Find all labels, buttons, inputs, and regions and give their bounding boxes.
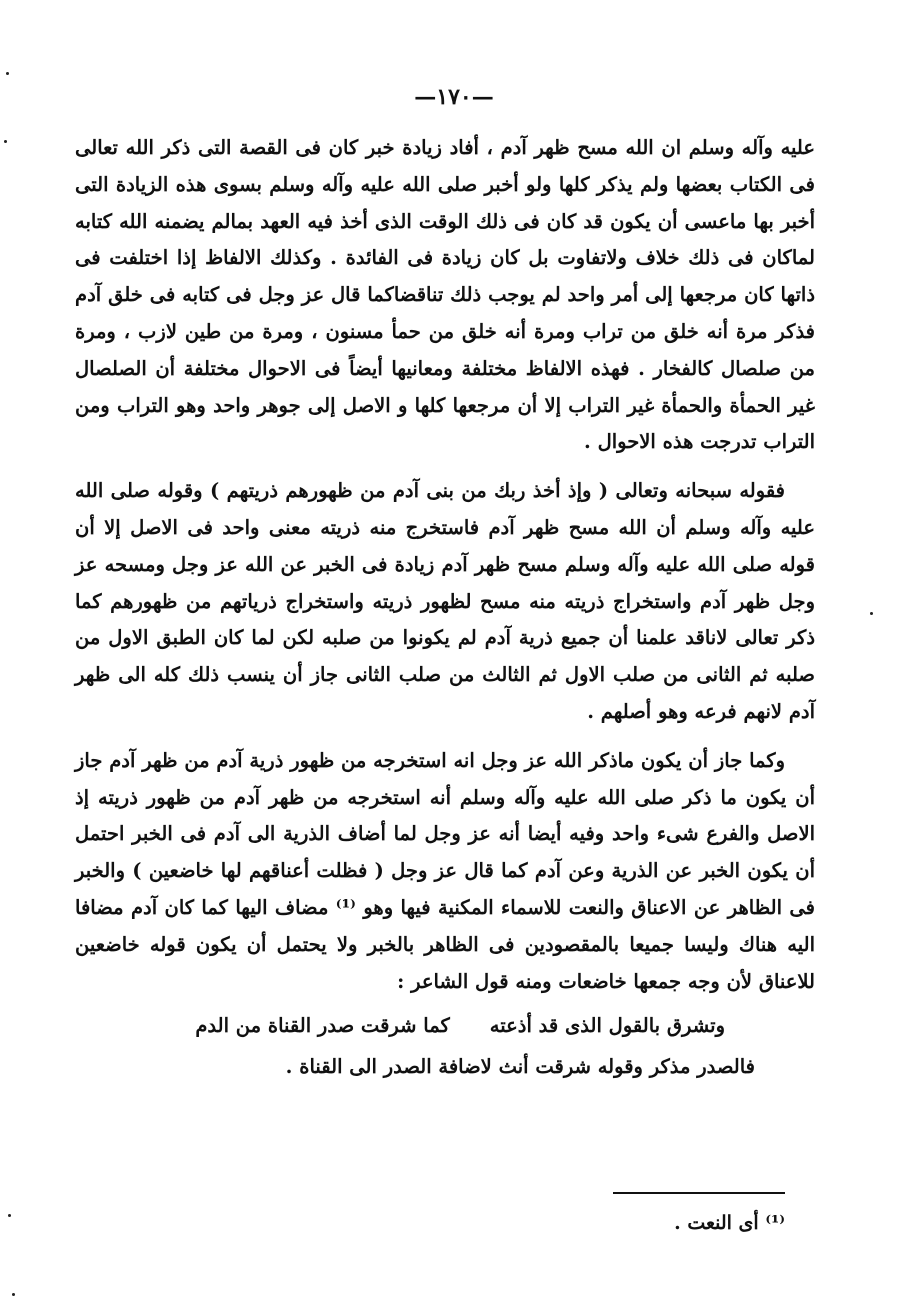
paragraph-3: وكما جاز أن يكون ماذكر الله عز وجل انه استخرجه من ظهور ذرية آدم من ظهر آدم جاز أن يكون ما ذكر صلى الله عليه وآله وسلم أنه استخرجه من ظهر آدم من ظهور ذريته إذ الاصل والفرع شىء واحد وفيه أيضا أنه عز وجل لما أضاف الذرية الى آدم فى الخبر احتمل أن يكون الخبر عن الذرية وعن آدم كما قال عز وجل ( فظلت أعناقهم لها خاضعين ) والخبر فى الظاهر عن الاعناق والنعت للاسماء المكنية فيها وهو ⁽¹⁾ مضاف اليها كما كان آدم مضافا اليه هناك وليسا جميعا بالمقصودين فى الظاهر بالخبر ولا يحتمل أن يكون قوله خاضعين للاعناق لأن وجه جمعها خاضعات ومنه قول الشاعر : (75, 748, 815, 993)
page-number: —١٧٠— (414, 84, 494, 110)
body-text (75, 130, 815, 1086)
verse-second-hemistich: كما شرقت صدر القناة من الدم (195, 1014, 450, 1038)
scan-speck (12, 1293, 15, 1296)
footnote: ⁽¹⁾ أى النعت . (674, 1212, 785, 1234)
poetry-verse (75, 1008, 815, 1045)
scan-speck (6, 72, 9, 75)
paragraph-2: فقوله سبحانه وتعالى ( وإذ أخذ ربك من بنى آدم من ظهورهم ذريتهم ) وقوله صلى الله عليه وآله وسلم أن الله مسح ظهر آدم فاستخرج منه ذريته معنى واحد فى الاصل إلا أن قوله صلى الله عليه وآله وسلم مسح ظهر آدم زيادة فى الخبر عن الله عز وجل ومسحه عز وجل ظهر آدم واستخراج ذريته منه مسح لظهور ذريته واستخراج ذرياتهم من ظهورهم كما ذكر تعالى لاناقد علمنا أن جميع ذرية آدم لم يكونوا من صلبه لكن لما كان الطبق الاول من صلبه ثم الثانى من صلب الاول ثم الثالث من صلب الثانى جاز أن ينسب ذلك كله الى ظهر آدم لانهم فرعه وهو أصلهم . (75, 479, 815, 723)
scan-speck (8, 1214, 11, 1217)
paragraph-after-verse: فالصدر مذكر وقوله شرقت أنث لاضافة الصدر الى القناة . (285, 1055, 755, 1079)
footnote-divider (613, 1192, 785, 1194)
verse-first-hemistich: وتشرق بالقول الذى قد أذعته (489, 1014, 725, 1038)
scan-speck (4, 140, 7, 143)
scan-speck (870, 612, 873, 615)
paragraph-1: عليه وآله وسلم ان الله مسح ظهر آدم ، أفاد زيادة خبر كان فى القصة التى ذكر الله تعالى فى الكتاب بعضها ولم يذكر كلها ولو أخبر صلى الله عليه وآله وسلم بسوى هذه الزيادة التى أخبر بها ماعسى أن يكون قد كان فى ذلك الوقت الذى أخذ فيه العهد بمالم يضمنه الله كتابه لماكان فى ذلك خلاف ولاتفاوت بل كان زيادة فى الفائدة . وكذلك الالفاظ إذا اختلفت فى ذاتها كان مرجعها إلى أمر واحد لم يوجب ذلك تناقضاكما قال عز وجل فى كتابه فى خلق آدم فذكر مرة أنه خلق من تراب ومرة أنه خلق من حمأ مسنون ، ومرة من طين لازب ، ومرة من صلصال كالفخار . فهذه الالفاظ مختلفة ومعانيها أيضاً فى الاحوال مختلفة أن الصلصال غير الحمأة والحمأة غير التراب إلا أن مرجعها كلها و الاصل إلى جوهر واحد وهو التراب ومن التراب تدرجت هذه الاحوال . (75, 136, 815, 454)
